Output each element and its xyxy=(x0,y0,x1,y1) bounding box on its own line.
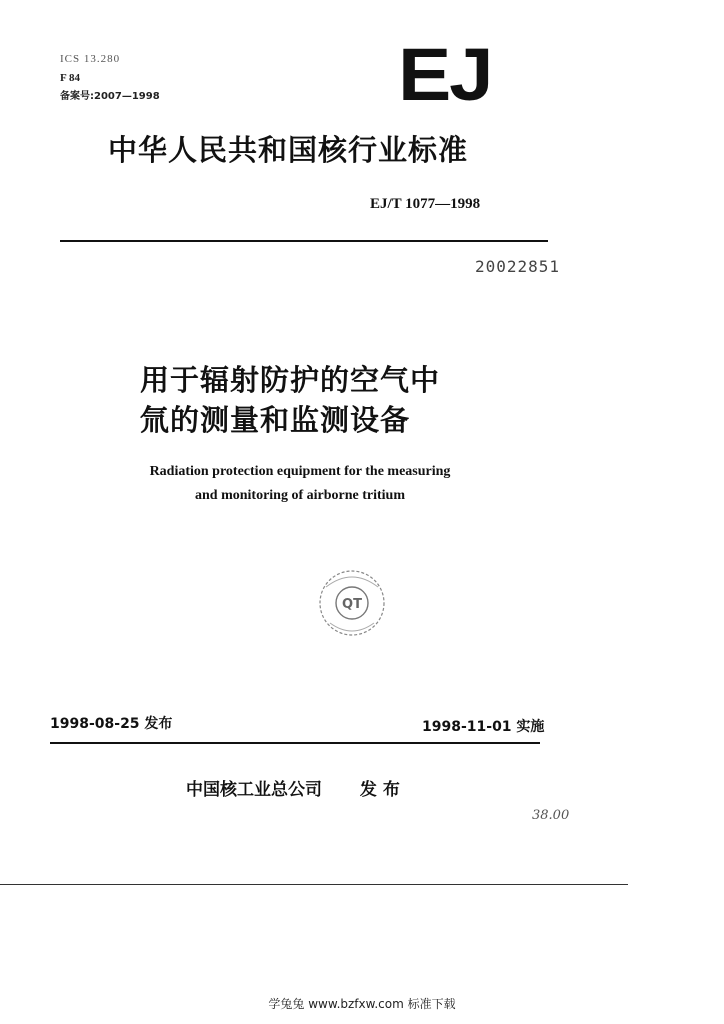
top-divider xyxy=(60,240,548,242)
document-title-en xyxy=(100,460,500,508)
footer-watermark: 学兔兔 www.bzfxw.com 标准下载 xyxy=(268,997,456,1011)
publisher-name: 中国核工业总公司 xyxy=(186,780,322,800)
implementation-date: 1998-11-01 实施 xyxy=(422,719,545,735)
ej-logo xyxy=(398,33,528,116)
handwritten-price: 38.00 xyxy=(532,808,570,823)
page-edge-line xyxy=(0,884,628,885)
stamp-number: 20022851 xyxy=(475,257,561,276)
standard-number: EJ/T 1077—1998 xyxy=(370,196,481,212)
filing-number: 备案号:2007—1998 xyxy=(60,91,160,102)
bottom-divider xyxy=(50,742,540,744)
title-en-line-1: Radiation protection equipment for the measuring xyxy=(149,464,451,479)
ics-code: ICS 13.280 xyxy=(60,53,121,65)
title-zh-line-1: 用于辐射防护的空气中 xyxy=(140,363,441,397)
document-title-zh xyxy=(140,360,500,440)
seal-stamp-icon xyxy=(312,565,392,640)
publisher-line xyxy=(186,775,400,800)
seal-text: QT xyxy=(342,597,362,612)
standard-title: 中华人民共和国核行业标准 xyxy=(108,133,469,167)
issue-date: 1998-08-25 发布 xyxy=(50,716,173,732)
publisher-action: 发 布 xyxy=(359,780,400,800)
f-class-code: F 84 xyxy=(60,72,81,84)
ej-logo-text: EJ xyxy=(398,33,492,116)
title-zh-line-2: 氚的测量和监测设备 xyxy=(140,403,411,437)
title-en-line-2: and monitoring of airborne tritium xyxy=(195,488,405,503)
